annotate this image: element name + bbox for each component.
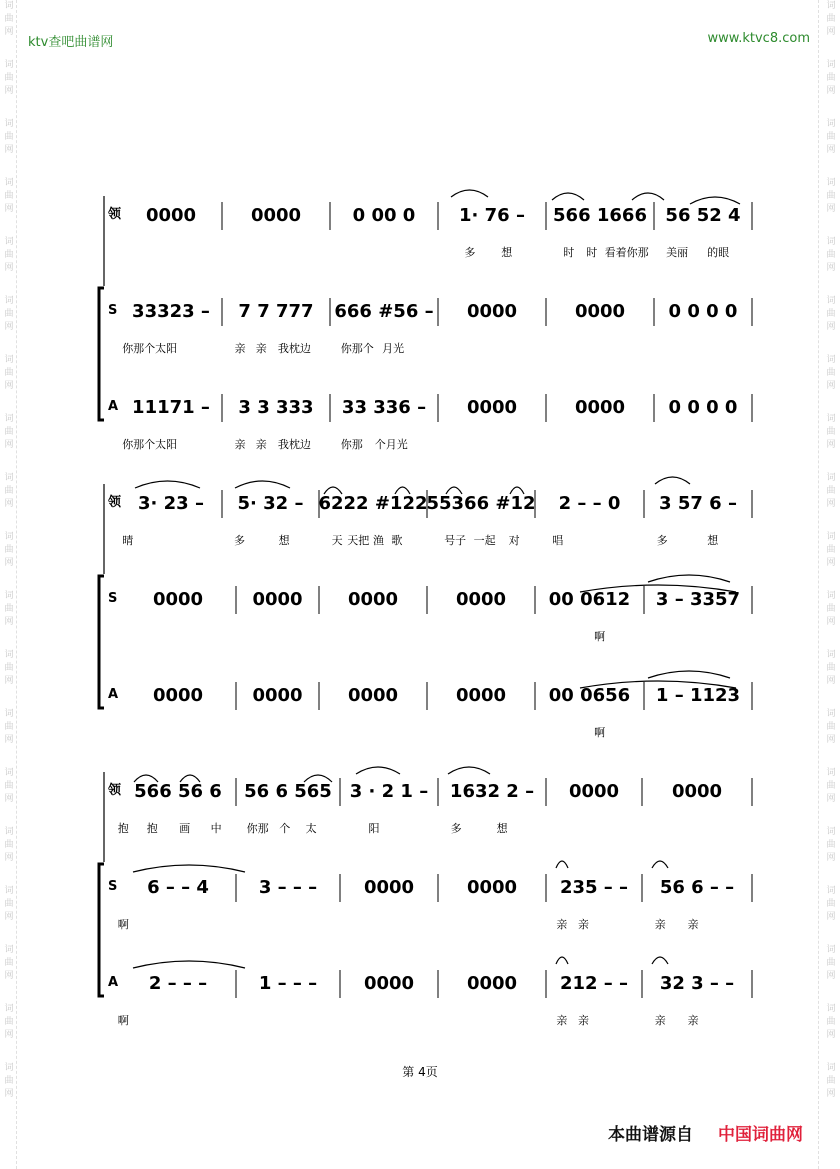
margin-mark-char: 网 (826, 1089, 836, 1099)
slur-arc (556, 957, 568, 964)
margin-mark-char: 网 (4, 499, 14, 509)
choir-bracket (99, 864, 104, 996)
margin-mark-char: 词 (4, 414, 14, 424)
header-site-name[interactable]: ktv查吧曲谱网 (28, 35, 114, 50)
margin-mark-char: 网 (4, 440, 14, 450)
margin-mark-char: 词 (826, 355, 836, 365)
part-label: S (108, 591, 118, 606)
slur-arc (451, 190, 488, 197)
measure-notes: 3 – 3357 (655, 589, 741, 610)
margin-mark-char: 网 (4, 263, 14, 273)
lyric-text: 亲 (654, 918, 666, 931)
margin-mark-char: 词 (4, 591, 14, 601)
lyric-text: 美丽 (666, 246, 689, 259)
margin-mark-char: 词 (826, 650, 836, 660)
measure-notes: 0000 (455, 685, 507, 706)
lyric-text: 天把 (347, 534, 370, 547)
margin-mark-char: 词 (4, 473, 14, 483)
margin-mark-char: 曲 (826, 14, 836, 24)
margin-mark-char: 曲 (826, 604, 836, 614)
margin-mark-char: 网 (4, 1089, 14, 1099)
lyric-text: 你那个太阳 (122, 342, 178, 355)
margin-mark-char: 网 (826, 853, 836, 863)
margin-mark-char: 曲 (4, 368, 14, 378)
margin-mark-char: 词 (826, 945, 836, 955)
margin-mark-char: 词 (4, 1004, 14, 1014)
lyric-text: 唱 (552, 534, 564, 547)
margin-mark-char: 曲 (4, 958, 14, 968)
measure-notes: 0 00 0 (352, 205, 416, 226)
margin-mark-char: 词 (4, 650, 14, 660)
margin-mark-char: 网 (826, 440, 836, 450)
margin-mark-char: 网 (826, 86, 836, 96)
margin-mark-char: 词 (826, 1063, 836, 1073)
lyric-text: 啊 (117, 918, 129, 931)
lyric-text: 你那个太阳 (122, 438, 178, 451)
margin-mark-char: 曲 (826, 250, 836, 260)
measure-notes: 0000 (466, 973, 518, 994)
margin-mark-char: 曲 (4, 604, 14, 614)
margin-mark-char: 网 (4, 204, 14, 214)
lyric-text: 的眼 (707, 246, 730, 259)
slur-arc (235, 481, 290, 488)
part-label: 领 (108, 495, 122, 510)
measure-notes: 7 7 777 (238, 301, 314, 322)
slur-arc (133, 865, 245, 872)
measure-notes: 0000 (466, 301, 518, 322)
margin-mark-char: 网 (4, 794, 14, 804)
lyric-text: 亲 (556, 918, 568, 931)
lyric-text: 你那个 (340, 342, 374, 355)
margin-mark-char: 网 (4, 145, 14, 155)
margin-mark-char: 曲 (4, 722, 14, 732)
slur-arc (648, 671, 730, 678)
margin-mark-char: 网 (4, 558, 14, 568)
slur-arc (648, 575, 730, 582)
slur-arc (356, 767, 400, 774)
lyric-text: 想 (501, 246, 513, 259)
measure-notes: 3 57 6 – (659, 493, 737, 514)
lyric-text: 亲 (654, 1014, 666, 1027)
lyric-text: 你那 (340, 438, 363, 451)
lyric-text: 亲 (234, 342, 246, 355)
measure-notes: 0 0 0 0 (668, 397, 738, 418)
measure-notes: 3 3 333 (238, 397, 314, 418)
measure-notes: 2 – – 0 (558, 493, 621, 514)
lyric-text: 中 (210, 822, 222, 835)
margin-mark-char: 曲 (826, 545, 836, 555)
margin-mark-char: 网 (826, 971, 836, 981)
margin-mark-char: 词 (4, 1, 14, 11)
margin-mark-char: 曲 (826, 1017, 836, 1027)
margin-mark-char: 词 (826, 886, 836, 896)
margin-mark-char: 网 (4, 381, 14, 391)
margin-mark-char: 网 (4, 617, 14, 627)
lyric-text: 渔 (373, 534, 384, 547)
lyric-text: 时 (586, 246, 598, 259)
lyric-text: 亲 (687, 918, 699, 931)
measure-notes: 00 0656 (548, 685, 631, 706)
measure-notes: 1 – 1123 (655, 685, 741, 706)
lyric-text: 天 (331, 534, 343, 547)
slur-arc (133, 961, 245, 968)
measure-notes: 56 6 565 (244, 781, 332, 802)
lyric-text: 多 (656, 534, 668, 547)
measure-notes: 0000 (363, 973, 415, 994)
margin-mark-char: 网 (4, 971, 14, 981)
lyric-text: 多 (464, 246, 476, 259)
lyric-text: 太 (305, 822, 317, 835)
lyric-text: 时 (563, 246, 575, 259)
lyric-text: 对 (508, 534, 520, 547)
margin-mark-char: 网 (4, 86, 14, 96)
margin-mark-char: 网 (826, 1030, 836, 1040)
measure-notes: 6 – – 4 (147, 877, 209, 898)
margin-mark-char: 网 (826, 794, 836, 804)
margin-mark-char: 词 (4, 768, 14, 778)
slur-arc (652, 957, 668, 964)
measure-notes: 11171 – (132, 397, 210, 418)
margin-mark-char: 网 (4, 735, 14, 745)
lyric-text: 你那 (246, 822, 269, 835)
margin-mark-char: 词 (826, 768, 836, 778)
margin-mark-char: 网 (826, 145, 836, 155)
measure-notes: 33 336 – (341, 397, 427, 418)
measure-notes: 55366 #12 (426, 493, 536, 514)
lyric-text: 看着你那 (604, 246, 649, 259)
margin-mark-char: 网 (4, 322, 14, 332)
margin-mark-char: 曲 (826, 1076, 836, 1086)
margin-mark-char: 曲 (826, 73, 836, 83)
lyric-text: 晴 (122, 534, 134, 547)
measure-notes: 0000 (455, 589, 507, 610)
margin-mark-char: 词 (826, 119, 836, 129)
margin-mark-char: 词 (4, 1063, 14, 1073)
choir-bracket (99, 288, 104, 420)
margin-mark-char: 网 (826, 617, 836, 627)
lyric-text: 我枕边 (277, 438, 311, 451)
slur-arc (690, 197, 740, 204)
slur-arc (652, 861, 668, 868)
margin-mark-char: 曲 (826, 840, 836, 850)
margin-mark-char: 曲 (4, 132, 14, 142)
margin-mark-char: 词 (826, 473, 836, 483)
measure-notes: 00 0612 (548, 589, 631, 610)
lyric-text: 亲 (234, 438, 246, 451)
margin-mark-char: 词 (826, 1004, 836, 1014)
measure-notes: 32 3 – – (659, 973, 735, 994)
margin-mark-char: 网 (4, 1030, 14, 1040)
margin-mark-char: 词 (4, 945, 14, 955)
part-label: A (108, 975, 119, 990)
margin-mark-char: 曲 (4, 427, 14, 437)
margin-mark-char: 网 (826, 263, 836, 273)
measure-notes: 0000 (466, 397, 518, 418)
margin-mark-char: 词 (826, 237, 836, 247)
lyric-text: 啊 (594, 630, 606, 643)
measure-notes: 0000 (574, 301, 626, 322)
measure-notes: 0000 (363, 877, 415, 898)
lyric-text: 我枕边 (277, 342, 311, 355)
margin-mark-char: 词 (826, 827, 836, 837)
lyric-text: 多 (234, 534, 246, 547)
measure-notes: 0000 (252, 589, 303, 610)
slur-arc (556, 861, 568, 868)
margin-mark-char: 曲 (4, 250, 14, 260)
margin-mark-char: 曲 (4, 309, 14, 319)
margin-mark-char: 词 (4, 709, 14, 719)
lyric-text: 抱 (117, 822, 129, 835)
margin-mark-char: 曲 (4, 545, 14, 555)
lyric-text: 想 (707, 534, 719, 547)
lyric-text: 月光 (382, 342, 405, 355)
lyric-text: 亲 (687, 1014, 699, 1027)
measure-notes: 0000 (145, 205, 197, 226)
lyric-text: 亲 (578, 918, 589, 931)
margin-mark-char: 词 (826, 591, 836, 601)
margin-mark-char: 曲 (4, 73, 14, 83)
margin-mark-char: 网 (826, 676, 836, 686)
measure-notes: 6222 #122 (318, 493, 428, 514)
margin-mark-char: 网 (4, 27, 14, 37)
margin-mark-char: 词 (4, 355, 14, 365)
margin-mark-char: 词 (4, 827, 14, 837)
lyric-text: 啊 (594, 726, 606, 739)
margin-mark-char: 曲 (826, 781, 836, 791)
margin-mark-char: 曲 (826, 486, 836, 496)
slur-arc (655, 477, 690, 484)
margin-mark-char: 曲 (826, 722, 836, 732)
measure-notes: 235 – – (559, 877, 629, 898)
lyric-text: 多 (450, 822, 462, 835)
margin-mark-char: 曲 (826, 191, 836, 201)
slur-arc (135, 481, 200, 488)
measure-notes: 566 1666 (553, 205, 647, 226)
measure-notes: 0 0 0 0 (668, 301, 738, 322)
measure-notes: 0000 (574, 397, 626, 418)
margin-mark-char: 曲 (826, 132, 836, 142)
measure-notes: 0000 (252, 685, 303, 706)
lyric-text: 亲 (578, 1014, 589, 1027)
slur-arc (632, 193, 664, 200)
margin-mark-char: 网 (4, 912, 14, 922)
margin-mark-char: 词 (826, 532, 836, 542)
slur-arc (552, 193, 584, 200)
measure-notes: 33323 – (132, 301, 210, 322)
margin-mark-char: 网 (4, 676, 14, 686)
margin-mark-char: 词 (4, 237, 14, 247)
lyric-text: 画 (179, 822, 191, 835)
lyric-text: 个 (279, 822, 291, 835)
part-label: A (108, 399, 119, 414)
footer-source-label: 本曲谱源自 (608, 1125, 693, 1145)
lyric-text: 想 (496, 822, 508, 835)
header-site-url[interactable]: www.ktvc8.com (707, 31, 810, 46)
margin-mark-char: 曲 (826, 899, 836, 909)
measure-notes: 2 – – – (148, 973, 208, 994)
margin-mark-char: 词 (826, 178, 836, 188)
margin-mark-char: 曲 (4, 663, 14, 673)
lyric-text: 阳 (368, 822, 380, 835)
margin-mark-char: 曲 (4, 1076, 14, 1086)
measure-notes: 0000 (250, 205, 302, 226)
measure-notes: 0000 (671, 781, 723, 802)
measure-notes: 3· 23 – (138, 493, 204, 514)
part-label: 领 (108, 207, 122, 222)
margin-mark-char: 网 (826, 499, 836, 509)
margin-mark-char: 网 (826, 735, 836, 745)
margin-mark-char: 网 (826, 204, 836, 214)
margin-mark-char: 曲 (4, 1017, 14, 1027)
margin-mark-char: 网 (826, 558, 836, 568)
slur-arc (448, 767, 490, 774)
margin-mark-char: 词 (4, 532, 14, 542)
margin-mark-char: 曲 (4, 191, 14, 201)
part-label: 领 (108, 783, 122, 798)
margin-mark-char: 网 (826, 912, 836, 922)
margin-mark-char: 曲 (4, 840, 14, 850)
margin-mark-char: 词 (4, 119, 14, 129)
lyric-text: 一起 (473, 534, 496, 547)
margin-mark-char: 词 (4, 60, 14, 70)
margin-mark-char: 曲 (4, 486, 14, 496)
margin-mark-char: 词 (826, 414, 836, 424)
margin-mark-char: 曲 (826, 368, 836, 378)
measure-notes: 56 52 4 (665, 205, 741, 226)
measure-notes: 5· 32 – (237, 493, 304, 514)
margin-mark-char: 词 (4, 886, 14, 896)
lyric-text: 抱 (146, 822, 158, 835)
page-number: 第 4页 (402, 1065, 438, 1079)
lyric-text: 歌 (391, 534, 403, 547)
measure-notes: 0000 (347, 685, 399, 706)
margin-mark-char: 词 (826, 709, 836, 719)
measure-notes: 0000 (568, 781, 620, 802)
measure-notes: 212 – – (559, 973, 629, 994)
margin-mark-char: 网 (826, 381, 836, 391)
margin-mark-char: 词 (826, 296, 836, 306)
margin-mark-char: 曲 (826, 309, 836, 319)
measure-notes: 3 – – – (258, 877, 318, 898)
measure-notes: 0000 (152, 589, 204, 610)
choir-bracket (99, 576, 104, 708)
margin-mark-char: 网 (826, 322, 836, 332)
margin-mark-char: 网 (826, 27, 836, 37)
measure-notes: 1632 2 – (449, 781, 535, 802)
measure-notes: 1· 76 – (459, 205, 525, 226)
measure-notes: 1 – – – (258, 973, 318, 994)
lyric-text: 亲 (255, 438, 267, 451)
measure-notes: 0000 (152, 685, 204, 706)
lyric-text: 想 (278, 534, 290, 547)
margin-mark-char: 词 (826, 1, 836, 11)
margin-mark-char: 曲 (826, 427, 836, 437)
part-label: A (108, 687, 119, 702)
part-label: S (108, 879, 118, 894)
measure-notes: 566 56 6 (134, 781, 222, 802)
margin-mark-char: 词 (826, 60, 836, 70)
margin-mark-char: 曲 (4, 899, 14, 909)
lyric-text: 个月光 (374, 438, 408, 451)
measure-notes: 0000 (347, 589, 399, 610)
margin-mark-char: 曲 (4, 781, 14, 791)
margin-mark-char: 曲 (826, 958, 836, 968)
margin-mark-char: 词 (4, 296, 14, 306)
margin-mark-char: 网 (4, 853, 14, 863)
lyric-text: 啊 (117, 1014, 129, 1027)
margin-mark-char: 曲 (4, 14, 14, 24)
lyric-text: 亲 (255, 342, 267, 355)
measure-notes: 56 6 – – (659, 877, 735, 898)
measure-notes: 3 · 2 1 – (349, 781, 429, 802)
margin-mark-char: 曲 (826, 663, 836, 673)
lyric-text: 号子 (444, 534, 467, 547)
lyric-text: 亲 (556, 1014, 568, 1027)
footer-site-link[interactable]: 中国词曲网 (718, 1125, 803, 1145)
measure-notes: 0000 (466, 877, 518, 898)
measure-notes: 666 #56 – (334, 301, 434, 322)
part-label: S (108, 303, 118, 318)
margin-mark-char: 词 (4, 178, 14, 188)
